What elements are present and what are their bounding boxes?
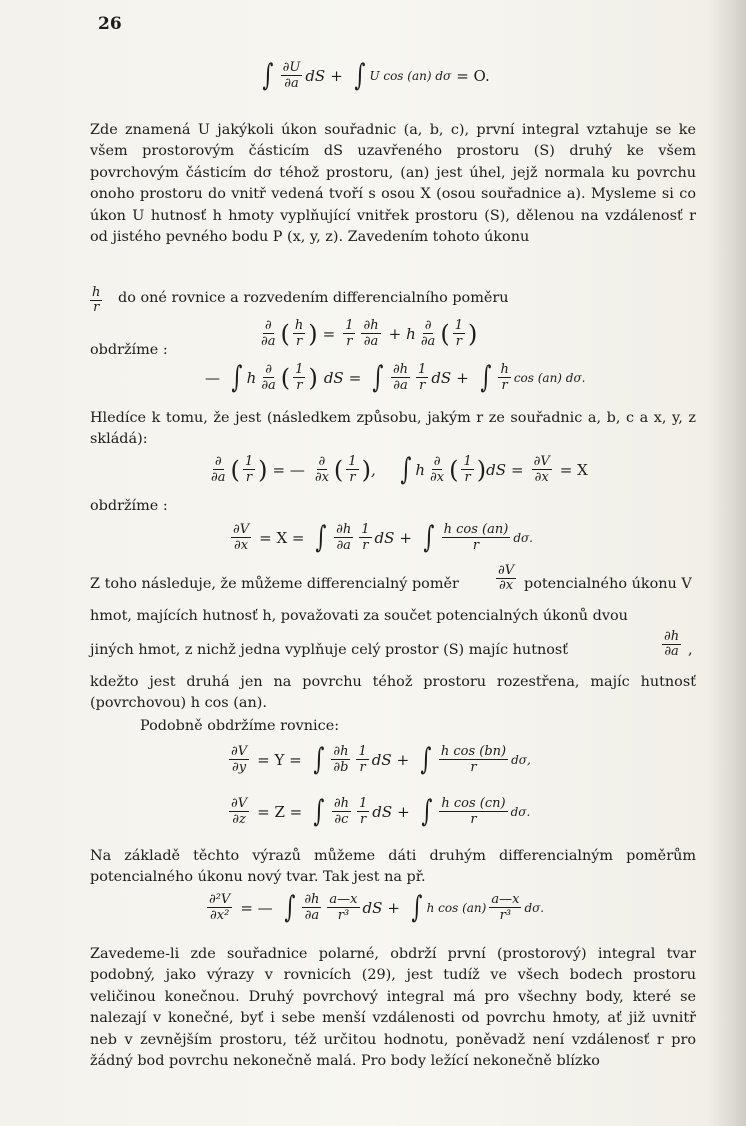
inline-fraction-dV-dx: $\frac{\partial V}{\partial x}$ [498, 563, 515, 593]
equation-4: $\frac{\partial}{\partial a}$ ( $\frac{1}{r}$ ) = — $\frac{\partial}{\partial x}$ ( $\frac{1}{r}$ ) , ∫ h $\frac{\partial}{\partial x}$ ( $\frac{1}{r}$ ) dS = $\frac{\partial V}{\partial x}$ = X [211, 452, 588, 487]
paragraph-3-line-1-end: potencialného úkonu V [524, 576, 692, 592]
equation-3: — ∫ h $\frac{\partial}{\partial a}$ ( $\frac{1}{r}$ ) dS = ∫ $\frac{\partial h}{\partial a}$ $\frac{1}{r}$ dS + ∫ $\frac{h}{r}$ cos (an) dσ. [205, 360, 586, 395]
label-obdrzime-1: obdržíme : [90, 342, 168, 358]
paragraph-3-line-2: hmot, majících hutnosť h, považovati za součet potencialných úkonů dvou [90, 608, 628, 624]
paragraph-5: Na základě těchto výrazů můžeme dáti druhým differencialným poměrům potencialného úkonu nový tvar. Tak jest na př. [90, 848, 696, 886]
equation-5: $\frac{\partial V}{\partial x}$ = X = ∫ $\frac{\partial h}{\partial a}$ $\frac{1}{r}$ dS + ∫ $\frac{\text{h cos (an)}}{r}$ dσ. [233, 520, 533, 555]
paragraph-1: Zde znamená U jakýkoli úkon souřadnic (a, b, c), první integral vztahuje se ke všem prostorovým částicím dS uzavřeného prostoru (S) druhý ke všem povrchovým částicím dσ téhož prostoru, (an) jest úhel, jejž normala ku povrchu onoho prostoru do vnitř vedená tvoří s osou X (osou souřadnice a). Mysleme si co úkon U hutnosť h hmoty vyplňující vnitřek prostoru (S), dělenou na vzdálenosť r od jistého pevného bodu P (x, y, z). Zavedením tohoto úkonu [90, 122, 696, 246]
paragraph-3-comma: , [688, 642, 693, 658]
equation-1: ∫ $\frac{\partial U}{\partial a}$ dS + ∫ U cos (an) dσ = O. [262, 58, 490, 93]
page-number: 26 [98, 14, 122, 34]
paragraph-2: Hledíce k tomu, že jest (následkem způsobu, jakým r ze souřadnic a, b, c a x, y, z skládá): [90, 410, 696, 448]
paragraph-1-end: do oné rovnice a rozvedením differencialního poměru [118, 290, 509, 306]
label-obdrzime-2: obdržíme : [90, 498, 168, 514]
inline-fraction-h-r: $\frac{h}{r}$ [92, 285, 101, 315]
paragraph-3-line-1: Z toho následuje, že můžeme differencialný poměr [90, 576, 459, 592]
inline-fraction-dh-da: $\frac{\partial h}{\partial a}$ [664, 629, 680, 659]
paragraph-3-line-4: kdežto jest druhá jen na povrchu téhož prostoru rozestřena, majíc hutnosť (povrchovou) h cos (an). [90, 674, 696, 712]
equation-6: $\frac{\partial V}{\partial y}$ = Y = ∫ $\frac{\partial h}{\partial b}$ $\frac{1}{r}$ dS + ∫ $\frac{\text{h cos (bn)}}{r}$ dσ, [231, 742, 531, 777]
equation-8: $\frac{\text{∂²V}}{\text{∂x²}}$ = — ∫ $\frac{\partial h}{\partial a}$ $\frac{a—x}{\text{r³}}$ dS + ∫ h cos (an) $\frac{a—x}{\text{r³}}$ dσ. [209, 890, 545, 925]
paragraph-3-line-3: jiných hmot, z nichž jedna vyplňuje celý prostor (S) majíc hutnosť [90, 642, 569, 658]
equation-7: $\frac{\partial V}{\partial z}$ = Z = ∫ $\frac{\partial h}{\partial c}$ $\frac{1}{r}$ dS + ∫ $\frac{\text{h cos (cn)}}{r}$ dσ. [231, 794, 531, 829]
equation-2: $\frac{\partial}{\partial a}$ ( $\frac{h}{r}$ ) = $\frac{1}{r}$ $\frac{\partial h}{\partial a}$ + h $\frac{\partial}{\partial a}$ ( $\frac{1}{r}$ ) [261, 318, 478, 349]
paragraph-6: Zavedeme-li zde souřadnice polarné, obdrží první (prostorový) integral tvar podobný, jako výrazy v rovnicích (29), jest tudíž ve všech bodech prostoru veličinou konečnou. Druhý povrchový integral má pro všechny body, které se nalezají v konečné, byť i sebe menší vzdálenosti od povrchu hmoty, ať již uvnitř neb v zevnějším prostoru, též určitou hodnotu, poněvadž není vzdálenosť r pro žádný bod povrchu nekonečně malá. Pro body ležící nekonečně blízko [90, 946, 696, 1070]
paragraph-4: Podobně obdržíme rovnice: [140, 718, 340, 734]
